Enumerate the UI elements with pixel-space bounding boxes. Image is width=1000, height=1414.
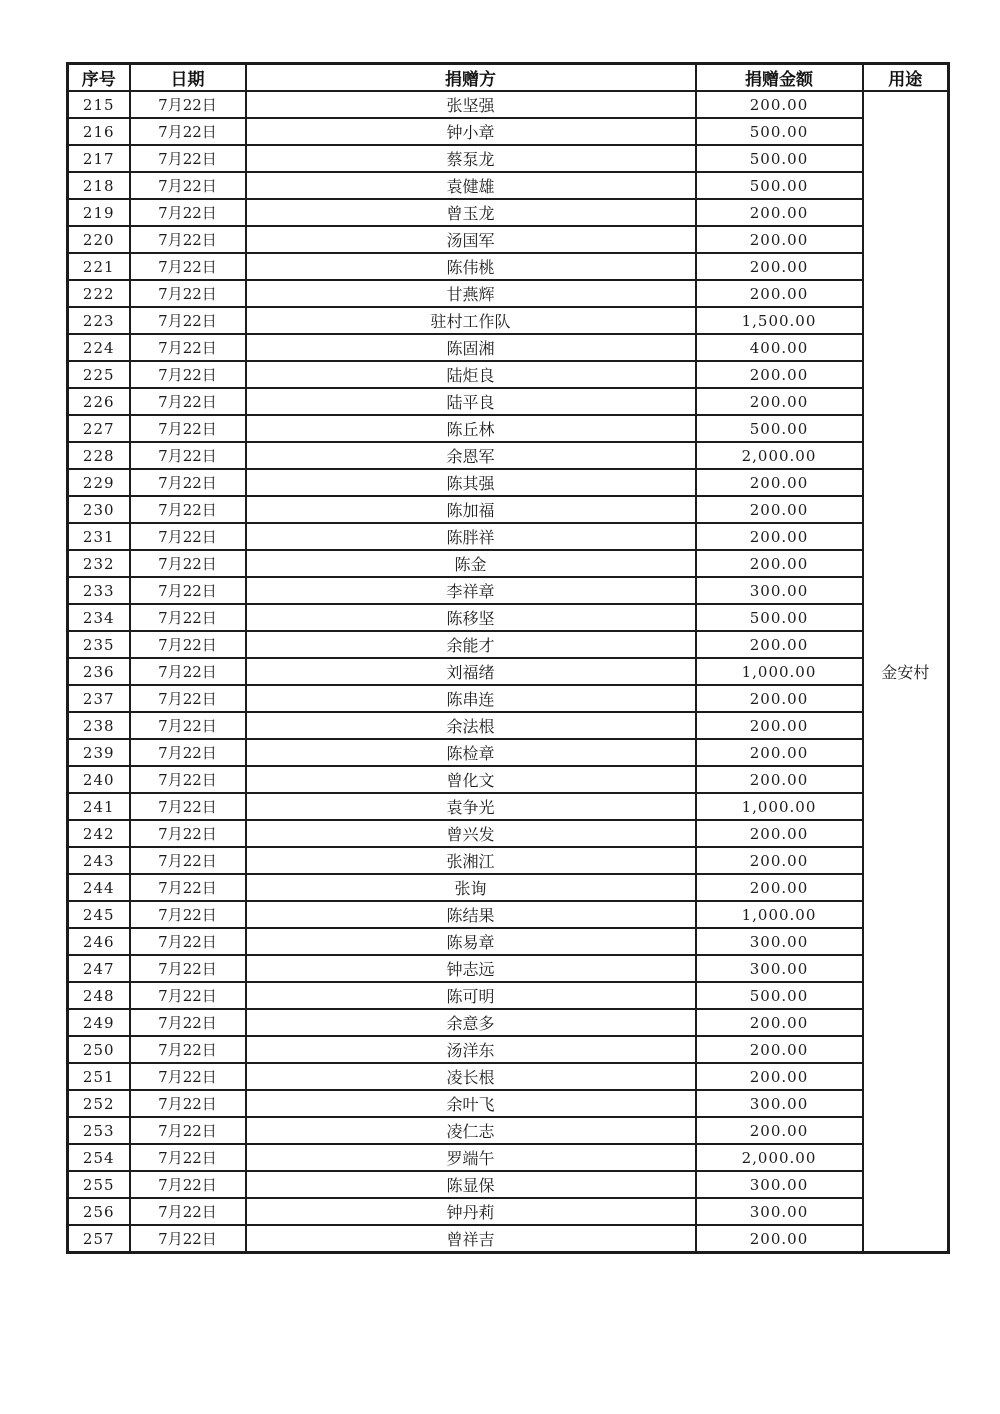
cell-donor: 陈移坚 bbox=[246, 604, 696, 631]
cell-date: 7月22日 bbox=[130, 982, 246, 1009]
cell-date: 7月22日 bbox=[130, 1063, 246, 1090]
cell-date: 7月22日 bbox=[130, 928, 246, 955]
cell-serial-number: 226 bbox=[68, 388, 130, 415]
cell-amount: 200.00 bbox=[696, 820, 863, 847]
cell-donor: 陆炬良 bbox=[246, 361, 696, 388]
cell-donor: 余恩军 bbox=[246, 442, 696, 469]
cell-amount: 200.00 bbox=[696, 253, 863, 280]
cell-date: 7月22日 bbox=[130, 91, 246, 118]
cell-serial-number: 217 bbox=[68, 145, 130, 172]
table-row bbox=[68, 982, 949, 1009]
cell-donor: 曾兴发 bbox=[246, 820, 696, 847]
cell-serial-number: 227 bbox=[68, 415, 130, 442]
cell-donor: 钟小章 bbox=[246, 118, 696, 145]
cell-amount: 500.00 bbox=[696, 172, 863, 199]
cell-serial-number: 232 bbox=[68, 550, 130, 577]
table-row bbox=[68, 334, 949, 361]
cell-date: 7月22日 bbox=[130, 793, 246, 820]
cell-donor: 李祥章 bbox=[246, 577, 696, 604]
cell-serial-number: 220 bbox=[68, 226, 130, 253]
cell-date: 7月22日 bbox=[130, 1144, 246, 1171]
table-row bbox=[68, 523, 949, 550]
cell-date: 7月22日 bbox=[130, 388, 246, 415]
cell-purpose-merged: 金安村 bbox=[863, 91, 949, 1253]
cell-date: 7月22日 bbox=[130, 1225, 246, 1253]
table-row bbox=[68, 1063, 949, 1090]
table-row bbox=[68, 1198, 949, 1225]
table-row bbox=[68, 307, 949, 334]
table-row bbox=[68, 1225, 949, 1253]
cell-serial-number: 222 bbox=[68, 280, 130, 307]
table-row bbox=[68, 658, 949, 685]
cell-amount: 200.00 bbox=[696, 1036, 863, 1063]
table-row bbox=[68, 1009, 949, 1036]
table-row bbox=[68, 604, 949, 631]
cell-date: 7月22日 bbox=[130, 820, 246, 847]
donation-table bbox=[66, 62, 950, 1254]
cell-date: 7月22日 bbox=[130, 253, 246, 280]
cell-amount: 300.00 bbox=[696, 955, 863, 982]
cell-serial-number: 237 bbox=[68, 685, 130, 712]
cell-date: 7月22日 bbox=[130, 145, 246, 172]
cell-donor: 陈伟桃 bbox=[246, 253, 696, 280]
cell-serial-number: 235 bbox=[68, 631, 130, 658]
table-row bbox=[68, 199, 949, 226]
cell-serial-number: 230 bbox=[68, 496, 130, 523]
cell-amount: 200.00 bbox=[696, 361, 863, 388]
cell-serial-number: 243 bbox=[68, 847, 130, 874]
table-row bbox=[68, 631, 949, 658]
cell-date: 7月22日 bbox=[130, 955, 246, 982]
cell-amount: 1,500.00 bbox=[696, 307, 863, 334]
cell-serial-number: 239 bbox=[68, 739, 130, 766]
table-row bbox=[68, 847, 949, 874]
table-row bbox=[68, 1036, 949, 1063]
cell-date: 7月22日 bbox=[130, 1171, 246, 1198]
cell-serial-number: 224 bbox=[68, 334, 130, 361]
cell-amount: 300.00 bbox=[696, 1171, 863, 1198]
cell-serial-number: 223 bbox=[68, 307, 130, 334]
cell-amount: 200.00 bbox=[696, 550, 863, 577]
cell-amount: 1,000.00 bbox=[696, 658, 863, 685]
header-serial-number: 序号 bbox=[68, 64, 130, 92]
cell-serial-number: 250 bbox=[68, 1036, 130, 1063]
cell-donor: 曾化文 bbox=[246, 766, 696, 793]
cell-serial-number: 236 bbox=[68, 658, 130, 685]
table-row bbox=[68, 442, 949, 469]
cell-amount: 200.00 bbox=[696, 1063, 863, 1090]
cell-serial-number: 253 bbox=[68, 1117, 130, 1144]
cell-date: 7月22日 bbox=[130, 1117, 246, 1144]
cell-donor: 余叶飞 bbox=[246, 1090, 696, 1117]
cell-serial-number: 255 bbox=[68, 1171, 130, 1198]
cell-amount: 500.00 bbox=[696, 604, 863, 631]
cell-amount: 200.00 bbox=[696, 766, 863, 793]
cell-serial-number: 238 bbox=[68, 712, 130, 739]
cell-date: 7月22日 bbox=[130, 766, 246, 793]
cell-amount: 500.00 bbox=[696, 145, 863, 172]
cell-date: 7月22日 bbox=[130, 901, 246, 928]
table-row bbox=[68, 928, 949, 955]
cell-donor: 余法根 bbox=[246, 712, 696, 739]
cell-donor: 曾祥吉 bbox=[246, 1225, 696, 1253]
cell-date: 7月22日 bbox=[130, 469, 246, 496]
header-date: 日期 bbox=[130, 64, 246, 92]
header-purpose: 用途 bbox=[863, 64, 949, 92]
cell-donor: 袁争光 bbox=[246, 793, 696, 820]
cell-amount: 200.00 bbox=[696, 91, 863, 118]
cell-date: 7月22日 bbox=[130, 604, 246, 631]
cell-amount: 2,000.00 bbox=[696, 1144, 863, 1171]
cell-serial-number: 247 bbox=[68, 955, 130, 982]
table-row bbox=[68, 145, 949, 172]
table-row bbox=[68, 577, 949, 604]
table-row bbox=[68, 1171, 949, 1198]
table-row bbox=[68, 226, 949, 253]
cell-donor: 张湘江 bbox=[246, 847, 696, 874]
cell-donor: 陈显保 bbox=[246, 1171, 696, 1198]
cell-donor: 陈加福 bbox=[246, 496, 696, 523]
cell-amount: 1,000.00 bbox=[696, 793, 863, 820]
cell-donor: 陈串连 bbox=[246, 685, 696, 712]
cell-donor: 陈检章 bbox=[246, 739, 696, 766]
cell-amount: 300.00 bbox=[696, 928, 863, 955]
table-row bbox=[68, 91, 949, 118]
cell-donor: 汤国军 bbox=[246, 226, 696, 253]
cell-date: 7月22日 bbox=[130, 631, 246, 658]
cell-amount: 300.00 bbox=[696, 1090, 863, 1117]
cell-date: 7月22日 bbox=[130, 550, 246, 577]
table-header-row bbox=[68, 64, 949, 92]
cell-donor: 陈可明 bbox=[246, 982, 696, 1009]
table-row bbox=[68, 820, 949, 847]
cell-date: 7月22日 bbox=[130, 442, 246, 469]
table-body bbox=[68, 91, 949, 1253]
cell-amount: 300.00 bbox=[696, 1198, 863, 1225]
cell-date: 7月22日 bbox=[130, 118, 246, 145]
cell-serial-number: 221 bbox=[68, 253, 130, 280]
cell-amount: 200.00 bbox=[696, 496, 863, 523]
table-row bbox=[68, 766, 949, 793]
table-row bbox=[68, 874, 949, 901]
table-row bbox=[68, 685, 949, 712]
table-row bbox=[68, 955, 949, 982]
cell-amount: 200.00 bbox=[696, 1009, 863, 1036]
cell-amount: 200.00 bbox=[696, 1117, 863, 1144]
table-row bbox=[68, 361, 949, 388]
cell-amount: 200.00 bbox=[696, 469, 863, 496]
cell-date: 7月22日 bbox=[130, 577, 246, 604]
cell-amount: 200.00 bbox=[696, 1225, 863, 1253]
cell-amount: 200.00 bbox=[696, 685, 863, 712]
table-row bbox=[68, 469, 949, 496]
cell-date: 7月22日 bbox=[130, 712, 246, 739]
cell-donor: 曾玉龙 bbox=[246, 199, 696, 226]
cell-serial-number: 242 bbox=[68, 820, 130, 847]
cell-amount: 200.00 bbox=[696, 739, 863, 766]
cell-amount: 200.00 bbox=[696, 226, 863, 253]
cell-donor: 陈胖祥 bbox=[246, 523, 696, 550]
cell-date: 7月22日 bbox=[130, 496, 246, 523]
table-row bbox=[68, 496, 949, 523]
cell-amount: 200.00 bbox=[696, 199, 863, 226]
table-row bbox=[68, 1117, 949, 1144]
cell-date: 7月22日 bbox=[130, 226, 246, 253]
cell-donor: 钟志远 bbox=[246, 955, 696, 982]
cell-donor: 陈丘林 bbox=[246, 415, 696, 442]
cell-amount: 200.00 bbox=[696, 874, 863, 901]
header-donor: 捐赠方 bbox=[246, 64, 696, 92]
cell-amount: 400.00 bbox=[696, 334, 863, 361]
cell-donor: 陈其强 bbox=[246, 469, 696, 496]
cell-amount: 200.00 bbox=[696, 280, 863, 307]
table-row bbox=[68, 793, 949, 820]
cell-serial-number: 234 bbox=[68, 604, 130, 631]
cell-amount: 500.00 bbox=[696, 415, 863, 442]
cell-amount: 200.00 bbox=[696, 712, 863, 739]
cell-date: 7月22日 bbox=[130, 172, 246, 199]
table-row bbox=[68, 1090, 949, 1117]
cell-date: 7月22日 bbox=[130, 523, 246, 550]
cell-donor: 刘福绪 bbox=[246, 658, 696, 685]
cell-donor: 钟丹莉 bbox=[246, 1198, 696, 1225]
cell-donor: 蔡泵龙 bbox=[246, 145, 696, 172]
cell-date: 7月22日 bbox=[130, 199, 246, 226]
cell-serial-number: 231 bbox=[68, 523, 130, 550]
cell-donor: 罗端午 bbox=[246, 1144, 696, 1171]
cell-donor: 袁健雄 bbox=[246, 172, 696, 199]
cell-serial-number: 248 bbox=[68, 982, 130, 1009]
table-row bbox=[68, 388, 949, 415]
cell-serial-number: 251 bbox=[68, 1063, 130, 1090]
table-row bbox=[68, 901, 949, 928]
cell-date: 7月22日 bbox=[130, 1009, 246, 1036]
cell-serial-number: 233 bbox=[68, 577, 130, 604]
header-donation-amount: 捐赠金额 bbox=[696, 64, 863, 92]
table-row bbox=[68, 1144, 949, 1171]
table-row bbox=[68, 550, 949, 577]
cell-serial-number: 219 bbox=[68, 199, 130, 226]
table-row bbox=[68, 172, 949, 199]
table-row bbox=[68, 712, 949, 739]
cell-donor: 陈易章 bbox=[246, 928, 696, 955]
cell-donor: 余意多 bbox=[246, 1009, 696, 1036]
table-row bbox=[68, 739, 949, 766]
table-row bbox=[68, 280, 949, 307]
cell-donor: 陆平良 bbox=[246, 388, 696, 415]
cell-date: 7月22日 bbox=[130, 334, 246, 361]
cell-date: 7月22日 bbox=[130, 739, 246, 766]
cell-amount: 500.00 bbox=[696, 118, 863, 145]
cell-amount: 2,000.00 bbox=[696, 442, 863, 469]
cell-date: 7月22日 bbox=[130, 1036, 246, 1063]
cell-serial-number: 241 bbox=[68, 793, 130, 820]
cell-donor: 凌长根 bbox=[246, 1063, 696, 1090]
cell-serial-number: 246 bbox=[68, 928, 130, 955]
cell-amount: 500.00 bbox=[696, 982, 863, 1009]
cell-date: 7月22日 bbox=[130, 1090, 246, 1117]
table-row bbox=[68, 253, 949, 280]
cell-donor: 张询 bbox=[246, 874, 696, 901]
cell-amount: 1,000.00 bbox=[696, 901, 863, 928]
cell-donor: 陈结果 bbox=[246, 901, 696, 928]
cell-serial-number: 256 bbox=[68, 1198, 130, 1225]
cell-serial-number: 252 bbox=[68, 1090, 130, 1117]
cell-serial-number: 215 bbox=[68, 91, 130, 118]
cell-donor: 陈固湘 bbox=[246, 334, 696, 361]
cell-amount: 200.00 bbox=[696, 631, 863, 658]
cell-donor: 余能才 bbox=[246, 631, 696, 658]
cell-donor: 陈金 bbox=[246, 550, 696, 577]
cell-amount: 300.00 bbox=[696, 577, 863, 604]
cell-donor: 汤洋东 bbox=[246, 1036, 696, 1063]
cell-serial-number: 240 bbox=[68, 766, 130, 793]
cell-amount: 200.00 bbox=[696, 847, 863, 874]
cell-serial-number: 218 bbox=[68, 172, 130, 199]
cell-donor: 甘燕辉 bbox=[246, 280, 696, 307]
cell-date: 7月22日 bbox=[130, 658, 246, 685]
cell-amount: 200.00 bbox=[696, 388, 863, 415]
cell-serial-number: 249 bbox=[68, 1009, 130, 1036]
cell-donor: 驻村工作队 bbox=[246, 307, 696, 334]
cell-donor: 凌仁志 bbox=[246, 1117, 696, 1144]
cell-date: 7月22日 bbox=[130, 280, 246, 307]
cell-serial-number: 216 bbox=[68, 118, 130, 145]
cell-date: 7月22日 bbox=[130, 361, 246, 388]
cell-amount: 200.00 bbox=[696, 523, 863, 550]
cell-serial-number: 245 bbox=[68, 901, 130, 928]
cell-serial-number: 228 bbox=[68, 442, 130, 469]
cell-date: 7月22日 bbox=[130, 847, 246, 874]
cell-serial-number: 257 bbox=[68, 1225, 130, 1253]
cell-serial-number: 229 bbox=[68, 469, 130, 496]
cell-date: 7月22日 bbox=[130, 1198, 246, 1225]
cell-serial-number: 225 bbox=[68, 361, 130, 388]
cell-date: 7月22日 bbox=[130, 685, 246, 712]
table-row bbox=[68, 415, 949, 442]
cell-date: 7月22日 bbox=[130, 307, 246, 334]
cell-date: 7月22日 bbox=[130, 415, 246, 442]
cell-date: 7月22日 bbox=[130, 874, 246, 901]
cell-donor: 张坚强 bbox=[246, 91, 696, 118]
table-row bbox=[68, 118, 949, 145]
cell-serial-number: 244 bbox=[68, 874, 130, 901]
cell-serial-number: 254 bbox=[68, 1144, 130, 1171]
